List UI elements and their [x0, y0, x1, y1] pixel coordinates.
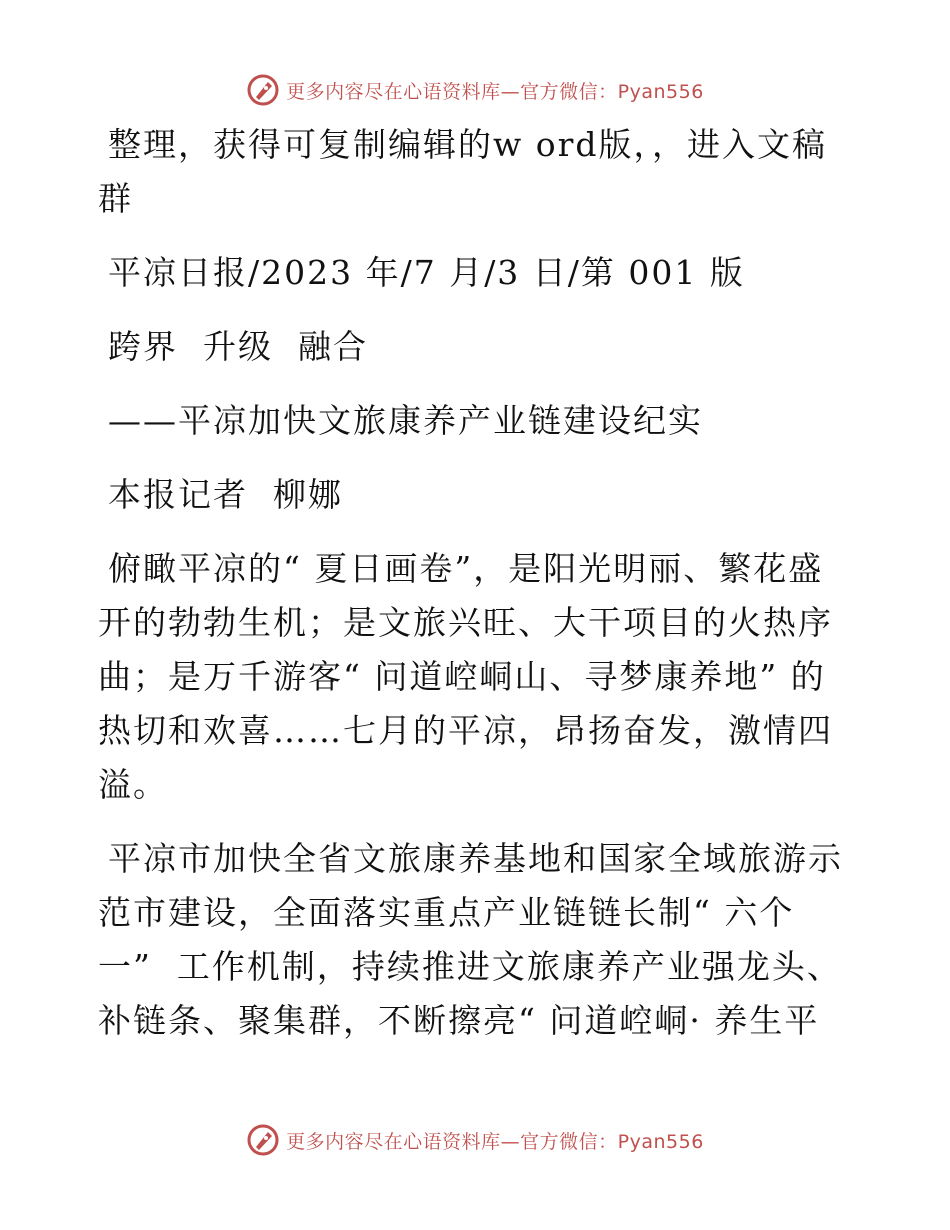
- paragraph-1-line: 溢。: [98, 765, 168, 804]
- source-line: 平凉日报/2023 年/7 月/3 日/第 001 版: [108, 253, 745, 292]
- pen-nib-logo-icon: [246, 73, 280, 107]
- watermark-text: 更多内容尽在心语资料库—官方微信：Pyan556: [286, 1130, 704, 1153]
- paragraph-1-line: 曲；是万千游客“ 问道崆峒山、寻梦康养地” 的: [98, 657, 826, 696]
- intro-line-2: 群: [98, 179, 133, 218]
- paragraph-2-line: 补链条、聚集群，不断擦亮“ 问道崆峒· 养生平: [98, 1001, 820, 1040]
- document-body: [98, 118, 858, 1048]
- paragraph-1-line: 俯瞰平凉的“ 夏日画卷”，是阳光明丽、繁花盛: [108, 549, 824, 588]
- paragraph-2-line: 范市建设，全面落实重点产业链链长制“ 六个: [98, 893, 795, 932]
- paragraph-1-line: 热切和欢喜……七月的平凉，昂扬奋发，激情四: [98, 711, 833, 750]
- header-watermark: [0, 70, 950, 110]
- footer-watermark: [0, 1120, 950, 1160]
- headline: 跨界 升级 融合: [108, 327, 368, 366]
- intro-line-1: 整理，获得可复制编辑的w ord版，，进入文稿: [108, 125, 828, 164]
- subheadline: ——平凉加快文旅康养产业链建设纪实: [108, 401, 703, 440]
- byline: 本报记者 柳娜: [108, 475, 343, 514]
- paragraph-1-line: 开的勃勃生机；是文旅兴旺、大干项目的火热序: [98, 603, 833, 642]
- paragraph-2-line: 一” 工作机制，持续推进文旅康养产业强龙头、: [98, 947, 842, 986]
- paragraph-2-line: 平凉市加快全省文旅康养基地和国家全域旅游示: [108, 839, 843, 878]
- pen-nib-logo-icon: [246, 1123, 280, 1157]
- watermark-text: 更多内容尽在心语资料库—官方微信：Pyan556: [286, 80, 704, 103]
